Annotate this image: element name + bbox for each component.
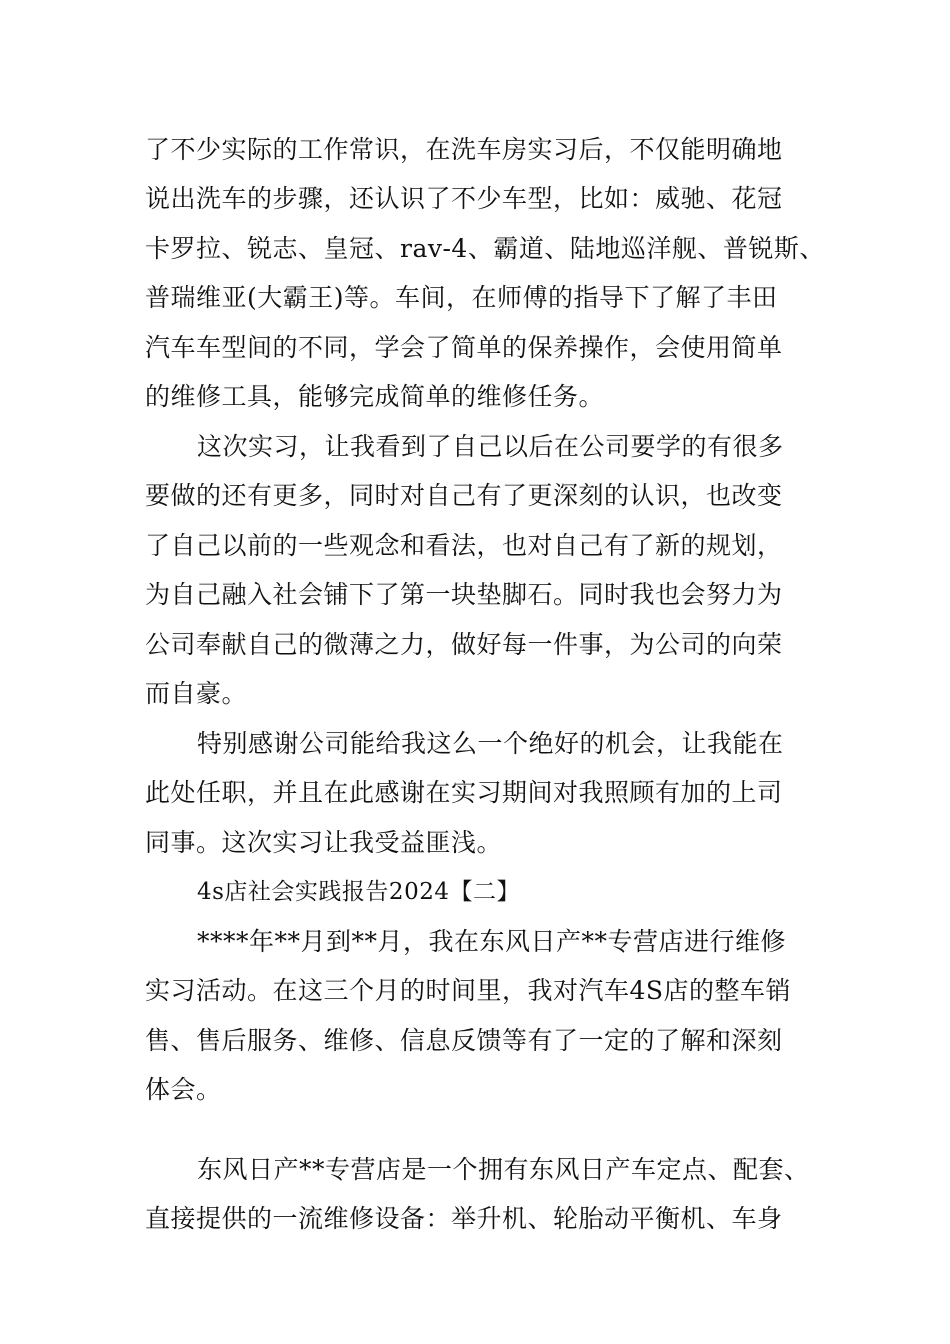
text-line: 的维修工具，能够完成简单的维修任务。 <box>145 382 605 411</box>
text-line: 实习活动。在这三个月的时间里，我对汽车4S店的整车销 <box>145 976 792 1005</box>
text-line: 此处任职，并且在此感谢在实习期间对我照顾有加的上司 <box>145 778 783 807</box>
text-line: 要做的还有更多，同时对自己有了更深刻的认识，也改变 <box>145 481 783 510</box>
text-line: 普瑞维亚(大霸王)等。车间，在师傅的指导下了解了丰田 <box>145 283 778 312</box>
text-line: 卡罗拉、锐志、皇冠、rav-4、霸道、陆地巡洋舰、普锐斯、 <box>145 234 825 263</box>
text-line: 而自豪。 <box>145 679 248 708</box>
text-line: 了不少实际的工作常识，在洗车房实习后，不仅能明确地 <box>145 135 783 164</box>
text-line: 说出洗车的步骤，还认识了不少车型，比如：威驰、花冠 <box>145 184 783 213</box>
text-line: 汽车车型间的不同，学会了简单的保养操作，会使用简单 <box>145 333 783 362</box>
text-line: 公司奉献自己的微薄之力，做好每一件事，为公司的向荣 <box>145 630 783 659</box>
text-line: 体会。 <box>145 1075 222 1104</box>
text-line: 售、售后服务、维修、信息反馈等有了一定的了解和深刻 <box>145 1026 783 1055</box>
text-line: 同事。这次实习让我受益匪浅。 <box>145 828 503 857</box>
text-line: 了自己以前的一些观念和看法，也对自己有了新的规划， <box>145 531 783 560</box>
paragraph-start: 特别感谢公司能给我这么一个绝好的机会，让我能在 <box>197 729 784 758</box>
paragraph-start: ****年**月到**月，我在东风日产**专营店进行维修 <box>197 927 787 956</box>
text-line: 为自己融入社会铺下了第一块垫脚石。同时我也会努力为 <box>145 580 783 609</box>
paragraph-start: 这次实习，让我看到了自己以后在公司要学的有很多 <box>197 432 784 461</box>
section-heading: 4s店社会实践报告2024【二】 <box>197 879 520 905</box>
text-line: 直接提供的一流维修设备：举升机、轮胎动平衡机、车身 <box>145 1204 783 1233</box>
paragraph-start: 东风日产**专营店是一个拥有东风日产车定点、配套、 <box>197 1155 810 1184</box>
